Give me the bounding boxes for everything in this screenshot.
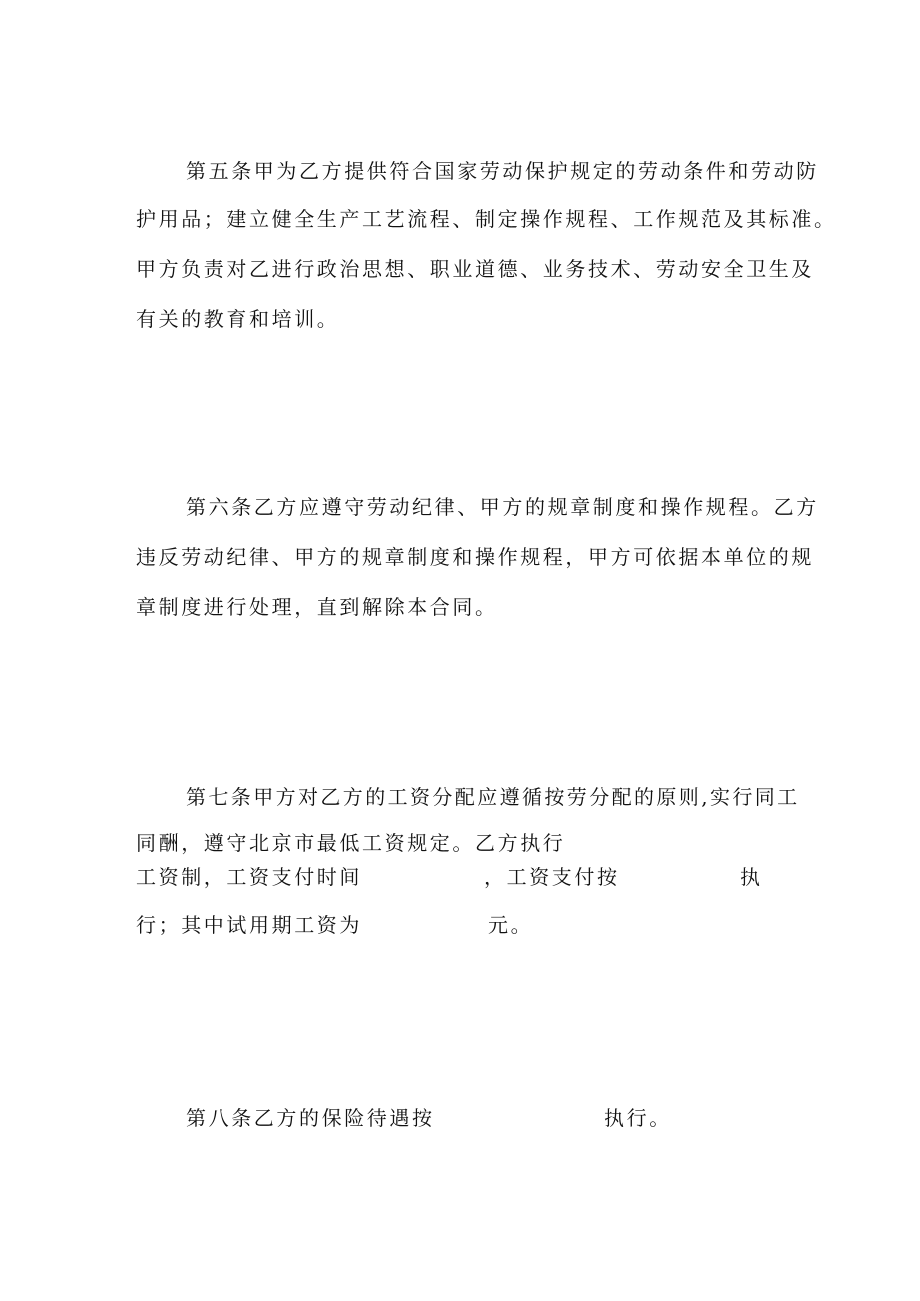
article-7-line-3-middle: ，工资支付按 xyxy=(484,865,620,889)
article-7-line-2: 同酬，遵守北京市最低工资规定。乙方执行 xyxy=(136,831,566,855)
article-8-line-1-start: 第八条乙方的保险待遇按 xyxy=(186,1106,435,1130)
article-7-line-3-start: 工资制，工资支付时间 xyxy=(136,865,362,889)
article-5-line-1: 第五条甲为乙方提供符合国家劳动保护规定的劳动条件和劳动防 xyxy=(186,159,819,183)
article-5-line-3: 甲方负责对乙进行政治思想、职业道德、业务技术、劳动安全卫生及 xyxy=(136,257,814,281)
article-8-line-1-end: 执行。 xyxy=(604,1106,672,1130)
article-7-line-3-end: 执 xyxy=(740,865,763,889)
article-6-line-2: 违反劳动纪律、甲方的规章制度和操作规程，甲方可依据本单位的规 xyxy=(136,545,814,569)
article-7-line-4-start: 行；其中试用期工资为 xyxy=(136,913,362,937)
article-5-line-2: 护用品；建立健全生产工艺流程、制定操作规程、工作规范及其标准。 xyxy=(136,207,837,231)
article-5-line-4: 有关的教育和培训。 xyxy=(136,307,340,331)
article-6-line-1: 第六条乙方应遵守劳动纪律、甲方的规章制度和操作规程。乙方 xyxy=(186,495,819,519)
article-7-line-1: 第七条甲方对乙方的工资分配应遵循按劳分配的原则,实行同工 xyxy=(186,785,800,809)
article-6-line-3: 章制度进行处理，直到解除本合同。 xyxy=(136,595,498,619)
article-7-line-4-end: 元。 xyxy=(488,913,534,937)
